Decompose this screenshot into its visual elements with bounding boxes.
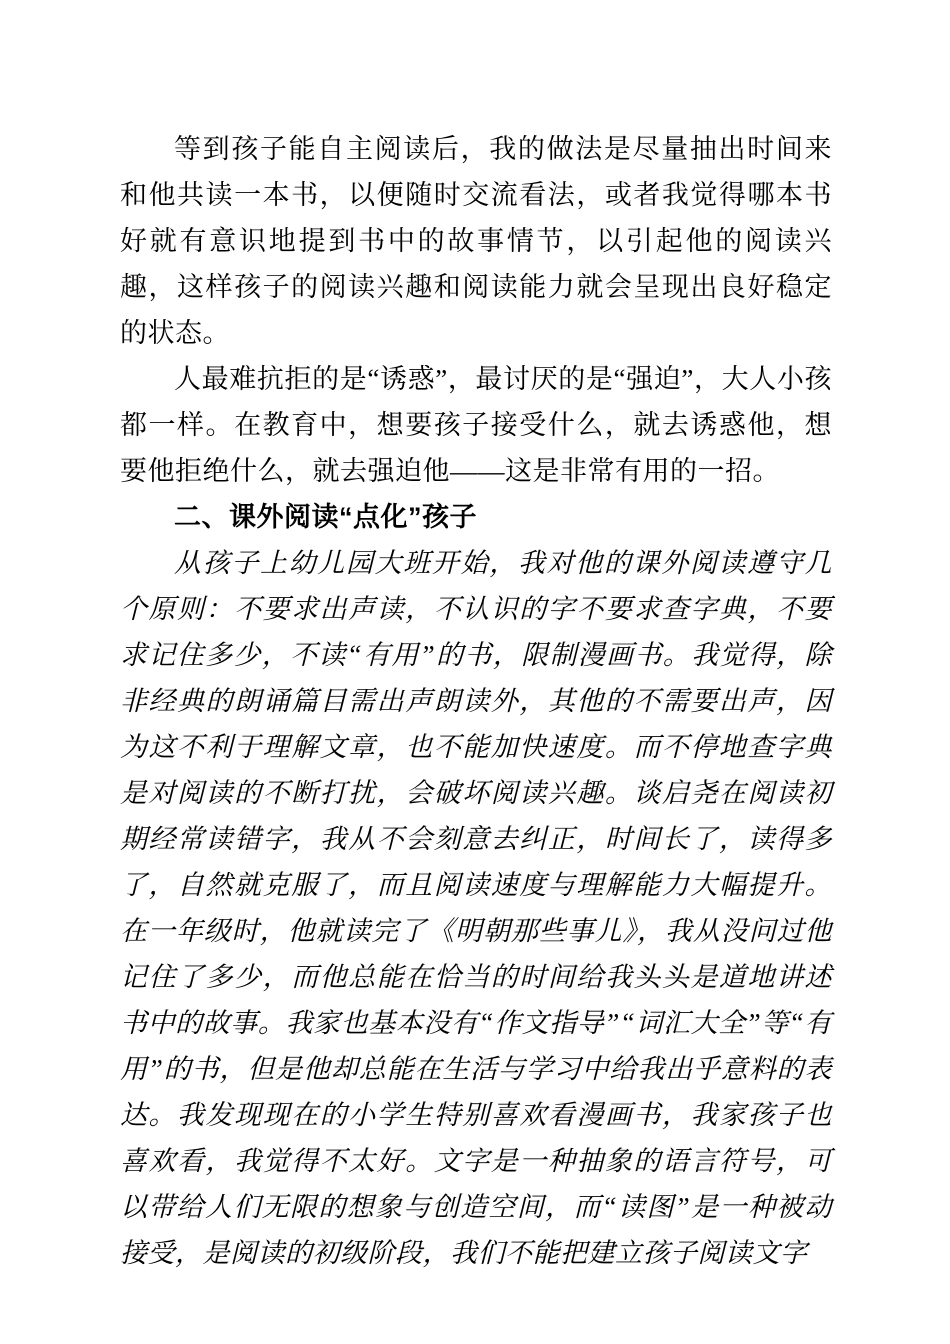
paragraph-reading-together: 等到孩子能自主阅读后，我的做法是尽量抽出时间来和他共读一本书，以便随时交流看法，或者我觉得哪本书好就有意识地提到书中的故事情节，以引起他的阅读兴趣，这样孩子的阅读兴趣和阅读能力就会呈现出良好稳定的状态。 [120,134,832,348]
section-heading: 二、课外阅读“点化”孩子 [174,502,477,532]
paragraph-extracurricular-reading: 从孩子上幼儿园大班开始，我对他的课外阅读遵守几个原则：不要求出声读，不认识的字不要求查字典，不要求记住多少，不读“有用”的书，限制漫画书。我觉得，除非经典的朗诵篇目需出声朗读外，其他的不需要出声，因为这不利于理解文章，也不能加快速度。而不停地查字典是对阅读的不断打扰，会破坏阅读兴趣。谈启尧在阅读初期经常读错字，我从不会刻意去纠正，时间长了，读得多了，自然就克服了，而且阅读速度与理解能力大幅提升。在一年级时，他就读完了《明朝那些事儿》，我从没问过他记住了多少，而他总能在恰当的时间给我头头是道地讲述书中的故事。我家也基本没有“作文指导”“词汇大全”等“有用”的书，但是他却总能在生活与学习中给我出乎意料的表达。我发现现在的小学生特别喜欢看漫画书，我家孩子也喜欢看，我觉得不太好。文字是一种抽象的语言符号，可以带给人们无限的想象与创造空间，而“读图”是一种被动接受，是阅读的初级阶段，我们不能把建立孩子阅读文字 [120,548,832,1268]
paragraph-temptation: 人最难抗拒的是“诱惑”，最讨厌的是“强迫”，大人小孩都一样。在教育中，想要孩子接受什么，就去诱惑他，想要他拒绝什么，就去强迫他——这是非常有用的一招。 [120,364,832,486]
